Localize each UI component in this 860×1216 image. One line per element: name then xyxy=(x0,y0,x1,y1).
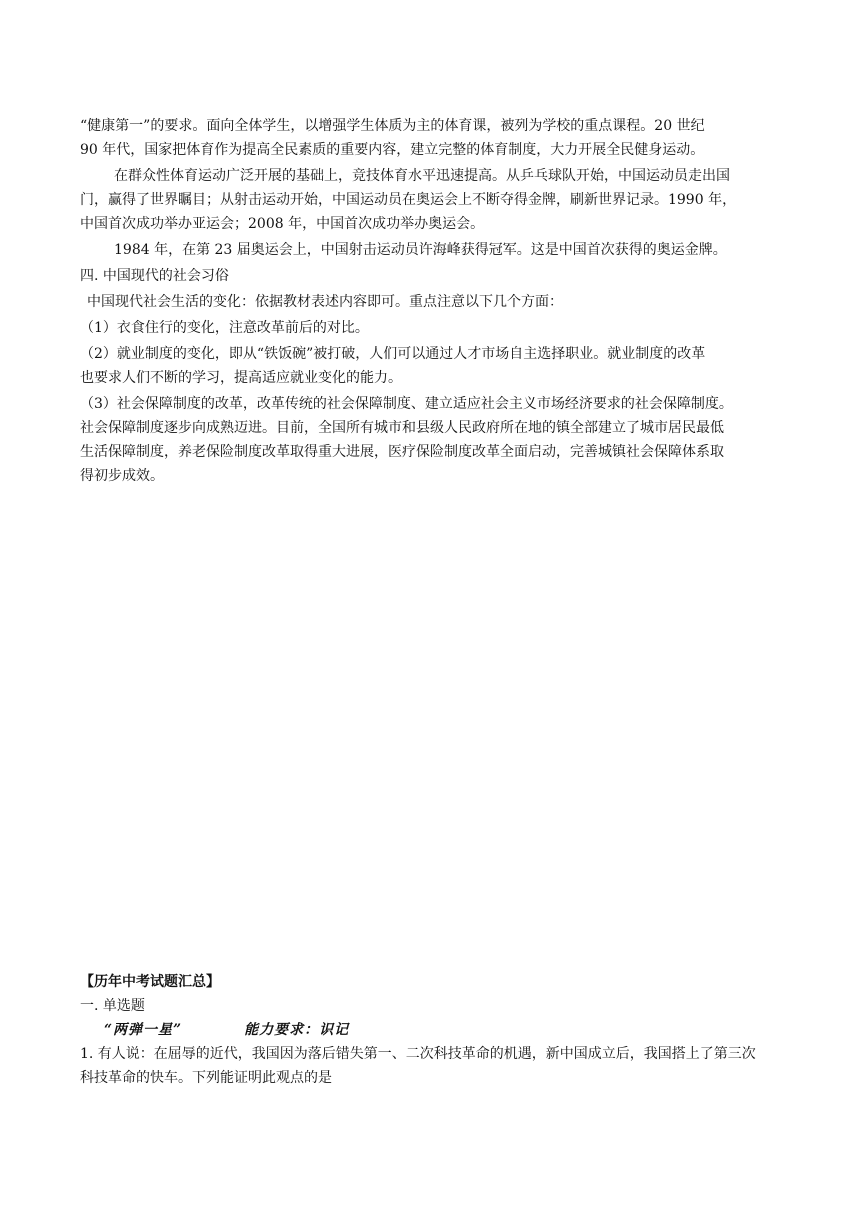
list-item: （3）社会保障制度的改革，改革传统的社会保障制度、建立适应社会主义市场经济要求的社会保障制度。 xyxy=(80,396,733,412)
section-intro: 中国现代社会生活的变化：依据教材表述内容即可。重点注意以下几个方面： xyxy=(87,294,563,310)
list-item-continuation: 得初步成效。 xyxy=(80,468,164,484)
list-item: （1）衣食住行的变化，注意改革前后的对比。 xyxy=(80,320,369,336)
paragraph-text-line: 中国首次成功举办亚运会；2008 年，中国首次成功举办奥运会。 xyxy=(80,216,485,232)
paragraph-text-line: “健康第一”的要求。面向全体学生，以增强学生体质为主的体育课，被列为学校的重点课程。20 世纪 xyxy=(80,118,705,134)
paragraph-text-line: 90 年代，国家把体育作为提高全民素质的重要内容，建立完整的体育制度，大力开展全民健身运动。 xyxy=(80,142,705,158)
section-heading: 四. 中国现代的社会习俗 xyxy=(80,268,229,284)
exam-subsection-title: 一. 单选题 xyxy=(80,998,145,1014)
list-item: （2）就业制度的变化，即从“铁饭碗”被打破，人们可以通过人才市场自主选择职业。就业制度的改革 xyxy=(80,346,706,362)
paragraph-text-line: 门，赢得了世界瞩目；从射击运动开始，中国运动员在奥运会上不断夺得金牌，刷新世界记录。1990 年， xyxy=(80,192,737,208)
exam-section-title: 【历年中考试题汇总】 xyxy=(80,974,220,990)
list-item-continuation: 生活保障制度，养老保险制度改革取得重大进展，医疗保险制度改革全面启动，完善城镇社会保障体系取 xyxy=(80,444,724,460)
paragraph-text-line: 1984 年，在第 23 届奥运会上，中国射击运动员许海峰获得冠军。这是中国首次获得的奥运金牌。 xyxy=(114,242,727,258)
list-item-continuation: 也要求人们不断的学习，提高适应就业变化的能力。 xyxy=(80,370,402,386)
paragraph-text-line: 在群众性体育运动广泛开展的基础上，竞技体育水平迅速提高。从乒乓球队开始，中国运动员走出国 xyxy=(114,168,730,184)
question-text-line: 1. 有人说：在屈辱的近代，我国因为落后错失第一、二次科技革命的机遇，新中国成立后，我国搭上了第三次 xyxy=(80,1046,756,1062)
ability-label: 能力要求：识记 xyxy=(244,1022,350,1038)
list-item-continuation: 社会保障制度逐步向成熟迈进。目前，全国所有城市和县级人民政府所在地的镇全部建立了城市居民最低 xyxy=(80,420,724,436)
question-text-line: 科技革命的快车。下列能证明此观点的是 xyxy=(80,1070,332,1086)
question-tags xyxy=(104,1020,804,1040)
topic-label: “两弹一星” xyxy=(104,1022,183,1038)
